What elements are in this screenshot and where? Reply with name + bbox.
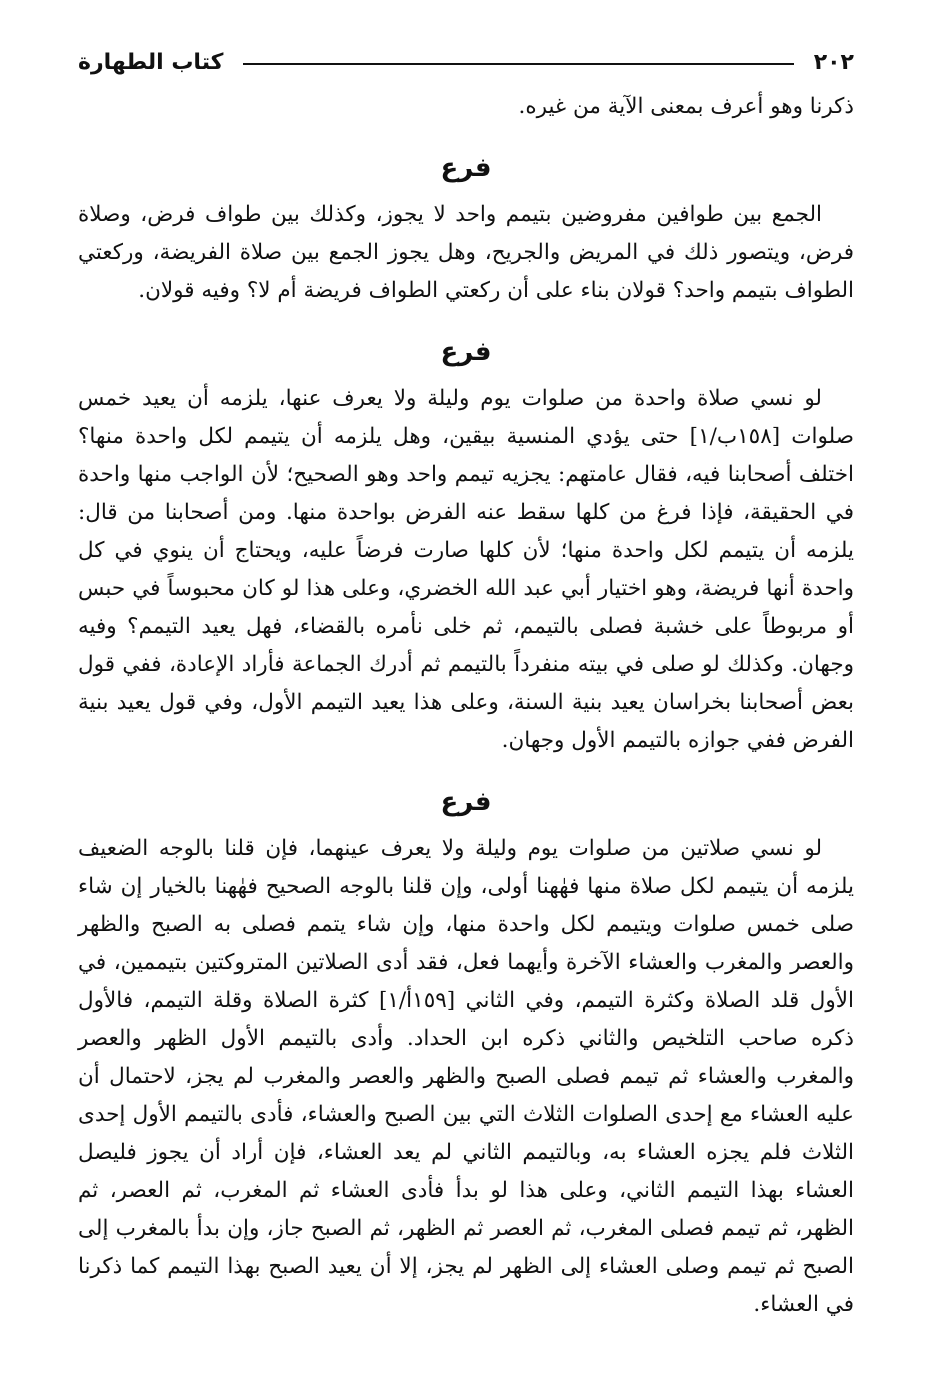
book-title: كتاب الطهارة [78,49,224,75]
section-paragraph: لو نسي صلاتين من صلوات يوم وليلة ولا يعرف عينهما، فإن قلنا بالوجه الضعيف يلزمه أن يتيمم لكل صلاة منها فهٰهنا أولى، وإن قلنا بالوجه الصحيح فهٰهنا بالخيار إن شاء صلى خمس صلوات ويتيمم لكل واحدة منها، وإن شاء يتمم فصلى به الصبح والظهر والعصر والمغرب والعشاء الآخرة وأيهما فعل، فقد أدى الصلاتين المتروكتين بتيممين، في الأول قلد الصلاة وكثرة التيمم، وفي الثاني [١٥٩أ/١] كثرة الصلاة وقلة التيمم، فالأول ذكره صاحب التلخيص والثاني ذكره ابن الحداد. وأدى بالتيمم الأول الظهر والعصر والمغرب والعشاء ثم تيمم فصلى الصبح والظهر والعصر والمغرب لم يجز، لاحتمال أن عليه العشاء مع إحدى الصلوات الثلاث التي بين الصبح والعشاء، فأدى بالتيمم الأول إحدى الثلاث فلم يجزه العشاء به، وبالتيمم الثاني لم يعد العشاء، فإن أراد أن يجوز فليصل العشاء بهذا التيمم الثاني، وعلى هذا لو بدأ فأدى العشاء ثم المغرب، ثم العصر، ثم الظهر، ثم تيمم فصلى المغرب، ثم العصر ثم الظهر، ثم الصبح جاز، وإن بدأ بالمغرب إلى الصبح ثم تيمم وصلى العشاء إلى الظهر لم يجز، إلا أن يعيد الصبح بهذا التيمم كما ذكرنا في العشاء. [78,836,855,1317]
section-heading: فرع [440,337,492,367]
section-paragraph: الجمع بين طوافين مفروضين بتيمم واحد لا يجوز، وكذلك بين طواف فرض، وصلاة فرض، ويتصور ذلك في المريض والجريح، وهل يجوز الجمع بين صلاة الفريضة، وركعتي الطواف بتيمم واحد؟ قولان بناء على أن ركعتي الطواف فريضة أم لا؟ وفيه قولان. [78,202,854,303]
section-heading: فرع [440,787,492,817]
page-number: ٢٠٢ [813,49,854,75]
section-heading: فرع [440,153,492,183]
header-rule [243,63,793,65]
book-page [78,40,854,1355]
section-2 [78,332,854,760]
lead-paragraph: ذكرنا وهو أعرف بمعنى الآية من غيره. [518,94,854,119]
section-paragraph: لو نسي صلاة واحدة من صلوات يوم وليلة ولا يعرف عنها، يلزمه أن يعيد خمس صلوات [١٥٨ب/١] حتى يؤدي المنسية بيقين، وهل يلزمه أن يتيمم لكل واحدة منها؟ اختلف أصحابنا فيه، فقال عامتهم: يجزيه تيمم واحد وهو الصحيح؛ لأن الواجب منها واحدة في الحقيقة، فإذا فرغ من كلها سقط عنه الفرض بواحدة منها. ومن أصحابنا من قال: يلزمه أن يتيمم لكل واحدة منها؛ لأن كلها صارت فرضاً عليه، ويحتاج أن ينوي في كل واحدة أنها فريضة، وهو اختيار أبي عبد الله الخضري، وعلى هذا لو كان محبوساً في حبس أو مربوطاً على خشبة فصلى بالتيمم، ثم خلى نأمره بالقضاء، فهل يعيد التيمم؟ وفيه وجهان. وكذلك لو صلى في بيته منفرداً بالتيمم ثم أدرك الجماعة فأراد الإعادة، ففي قول بعض أصحابنا بخراسان يعيد بنية السنة، وعلى هذا يعيد التيمم الأول، وفي قول يعيد بنية الفرض ففي جوازه بالتيمم الأول وجهان. [78,386,855,753]
section-1 [78,148,854,310]
running-header [78,40,854,84]
section-3 [78,782,854,1324]
